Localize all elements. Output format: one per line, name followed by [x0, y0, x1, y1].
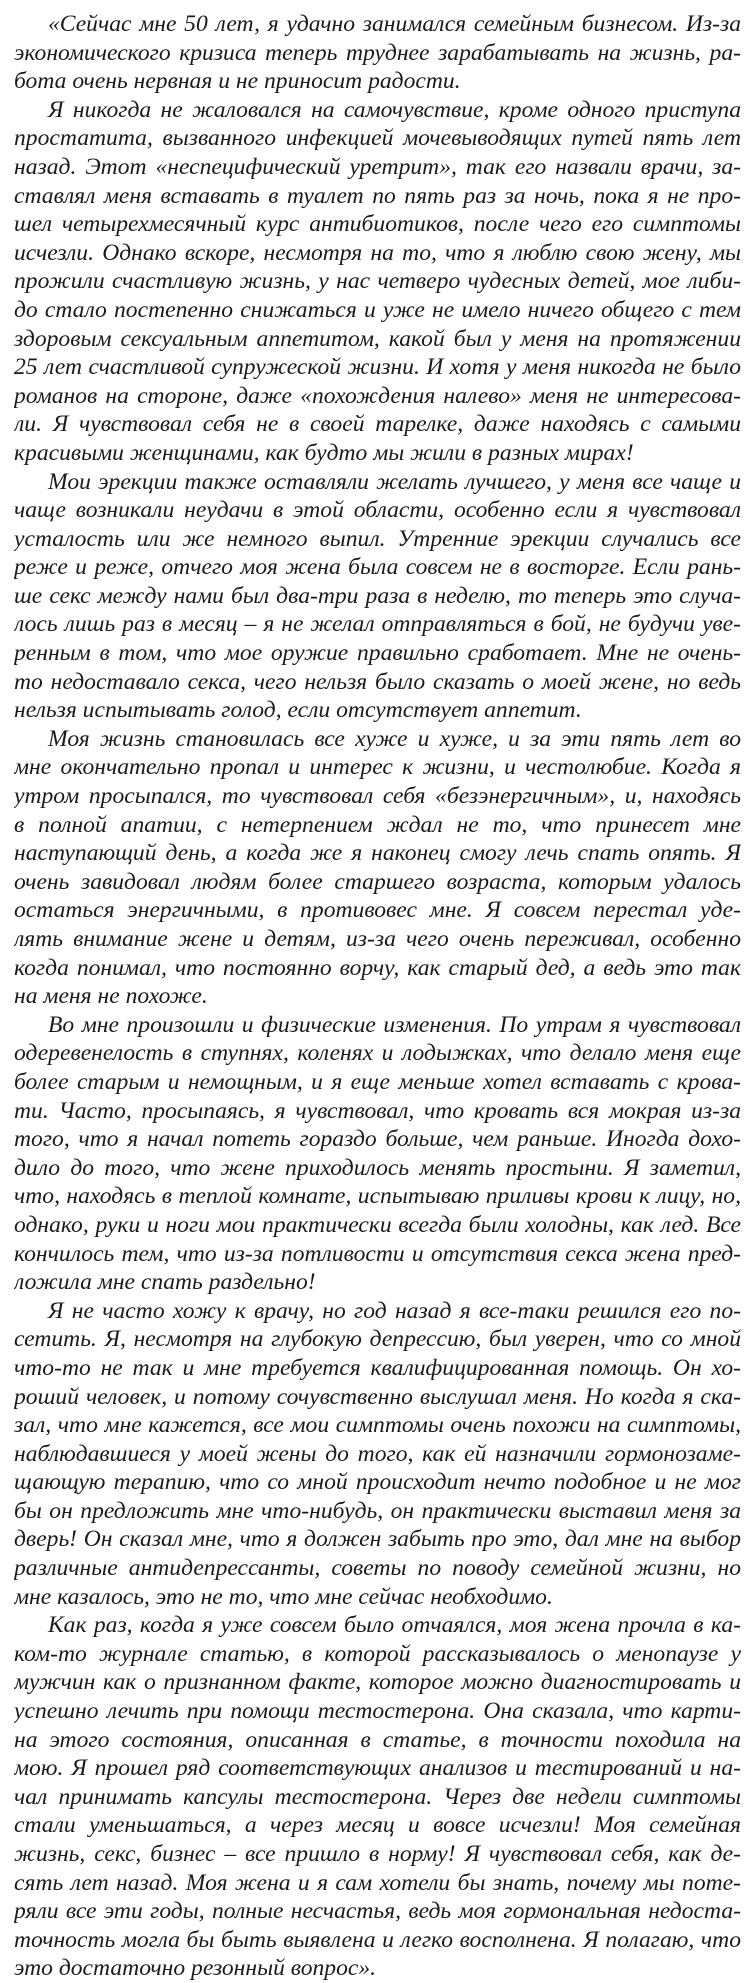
text-line: мою. Я прошел ряд соответствующих анализов и тестирований и на-: [14, 1755, 741, 1782]
text-line: то недоставало секса, чего нельзя было сказать о моей жене, но ведь: [14, 668, 741, 695]
text-line: жизнь, секс, бизнес – все пришло в норму! Я чувствовал себя, как де-: [14, 1841, 741, 1867]
text-line: одеревенелость в ступнях, коленях и лодыжках, что делало меня еще: [14, 1040, 741, 1067]
text-line: ком-то журнале статью, в которой рассказывалось о менопаузе у: [14, 1640, 741, 1667]
text-line: сять лет назад. Моя жена и я сам хотели бы знать, почему мы поте-: [14, 1869, 741, 1896]
document-page: [14, 10, 741, 1983]
text-line: щающую терапию, что со мной происходит нечто подобное и не мог: [14, 1469, 741, 1496]
text-line: сетить. Я, несмотря на глубокую депрессию, был уверен, что со мной: [14, 1326, 741, 1353]
text-line: когда понимал, что постоянно ворчу, как старый дед, а ведь это так: [14, 954, 741, 981]
text-line: романов на стороне, даже «похождения налево» меня не интересова-: [14, 382, 741, 409]
text-line: ренным в том, что мое оружие правильно сработает. Мне не очень-: [14, 640, 741, 667]
text-line: ти. Часто, просыпаясь, я чувствовал, что кровать вся мокрая из-за: [14, 1097, 741, 1124]
text-line: нельзя испытывать голод, если отсутствует аппетит.: [14, 697, 582, 724]
paragraph: [14, 10, 741, 96]
text-line: наступающий день, а когда же я наконец смогу лечь спать опять. Я: [14, 840, 741, 867]
text-line: наблюдавшиеся у моей жены до того, как ей назначили гормонозаме-: [14, 1440, 741, 1467]
text-line: утром просыпался, то чувствовал себя «безэнергичным», и, находясь: [14, 783, 741, 810]
text-line: Мои эрекции также оставляли желать лучшего, у меня все чаще и: [48, 468, 741, 495]
text-line: мне окончательно пропал и интерес к жизни, и честолюбие. Когда я: [14, 754, 741, 781]
text-line: Я не часто хожу к врачу, но год назад я все-таки решился его по-: [48, 1297, 741, 1324]
text-line: бота очень нервная и не приносит радости.: [14, 68, 461, 95]
paragraph: [14, 1011, 741, 1297]
text-line: Я никогда не жаловался на самочувствие, кроме одного приступа: [48, 96, 741, 123]
text-line: ставлял меня вставать в туалет по пять раз за ночь, пока я не про-: [14, 182, 741, 209]
text-line: чаще возникали неудачи в этой области, особенно если я чувствовал: [14, 497, 741, 524]
text-line: в полной апатии, с нетерпением ждал не то, что принесет мне: [14, 811, 741, 838]
paragraph: [14, 96, 741, 468]
text-line: однако, руки и ноги мои практически всегда были холодны, как лед. Все: [14, 1211, 741, 1238]
text-line: на меня не похоже.: [14, 983, 208, 1010]
text-line: что, находясь в теплой комнате, испытываю приливы крови к лицу, но,: [14, 1183, 741, 1210]
text-line: на этого состояния, описанная в статье, в точности походила на: [14, 1726, 741, 1753]
text-line: Моя жизнь становилась все хуже и хуже, и за эти пять лет во: [48, 725, 741, 752]
text-line: дверь! Он сказал мне, что я должен забыть про это, дал мне на выбор: [14, 1526, 741, 1553]
text-line: остаться энергичными, в противовес мне. Я совсем перестал уде-: [14, 897, 741, 924]
text-line: исчезли. Однако вскоре, несмотря на то, что я люблю свою жену, мы: [14, 239, 741, 266]
text-line: Как раз, когда я уже совсем было отчаялся, моя жена прочла в ка-: [48, 1612, 741, 1639]
text-line: прожили счастливую жизнь, у нас четверо чудесных детей, мое либи-: [14, 268, 741, 295]
text-line: мне казалось, это не то, что мне сейчас необходимо.: [14, 1583, 553, 1610]
paragraph: [14, 725, 741, 1011]
text-line: точность могла бы быть выявлена и легко восполнена. Я полагаю, что: [14, 1926, 741, 1953]
text-line: ше секс между нами был два-три раза в неделю, то теперь это случа-: [14, 582, 741, 609]
text-line: дило до того, что жене приходилось менять простыни. Я заметил,: [14, 1154, 741, 1181]
text-line: 25 лет счастливой супружеской жизни. И хотя у меня никогда не было: [14, 354, 741, 381]
text-line: что-то не так и мне требуется квалифицированная помощь. Он хо-: [14, 1354, 741, 1381]
text-line: ли. Я чувствовал себя не в своей тарелке, даже находясь с самыми: [14, 411, 741, 438]
text-line: экономического кризиса теперь труднее зарабатывать на жизнь, ра-: [14, 39, 741, 66]
text-line: «Сейчас мне 50 лет, я удачно занимался семейным бизнесом. Из-за: [48, 11, 741, 37]
text-line: кончилось тем, что из-за потливости и отсутствия секса жена пред-: [14, 1240, 741, 1267]
text-line: ложила мне спать раздельно!: [14, 1269, 316, 1296]
paragraph: [14, 1297, 741, 1612]
paragraph: [14, 468, 741, 725]
text-line: очень завидовал людям более старшего возраста, которым удалось: [14, 868, 741, 895]
text-line: простатита, вызванного инфекцией мочевыводящих путей пять лет: [14, 125, 741, 152]
text-line: мужчин как о признанном факте, которое можно диагностировать и: [14, 1669, 741, 1696]
text-line: стали уменьшаться, а через месяц и вовсе исчезли! Моя семейная: [14, 1812, 741, 1839]
text-line: реже и реже, отчего моя жена была совсем не в восторге. Если рань-: [14, 554, 741, 581]
text-line: более старым и немощным, и я еще меньше хотел вставать с крова-: [14, 1068, 741, 1095]
text-line: назад. Этот «неспецифический уретрит», так его назвали врачи, за-: [14, 153, 741, 180]
text-line: красивыми женщинами, как будто мы жили в разных мирах!: [14, 439, 634, 466]
text-line: ряли все эти годы, полные несчастья, ведь моя гормональная недоста-: [14, 1898, 741, 1925]
text-line: здоровым сексуальным аппетитом, какой был у меня на протяжении: [14, 325, 741, 352]
text-line: роший человек, и потому сочувственно выслушал меня. Но когда я ска-: [14, 1383, 741, 1410]
text-line: того, что я начал потеть гораздо больше, чем раньше. Иногда дохо-: [14, 1126, 741, 1153]
text-line: лось лишь раз в месяц – я не желал отправляться в бой, не будучи уве-: [14, 611, 741, 638]
text-line: шел четырехмесячный курс антибиотиков, после чего его симптомы: [14, 211, 741, 238]
text-line: зал, что мне кажется, все мои симптомы очень похожи на симптомы,: [14, 1412, 741, 1439]
text-line: лять внимание жене и детям, из-за чего очень переживал, особенно: [14, 926, 741, 952]
text-line: чал принимать капсулы тестостерона. Через две недели симптомы: [14, 1783, 741, 1810]
text-line: успешно лечить при помощи тестостерона. Она сказала, что карти-: [14, 1698, 741, 1725]
text-line: это достаточно резонный вопрос».: [14, 1955, 377, 1982]
text-line: бы он предложить мне что-нибудь, он практически выставил меня за: [14, 1497, 741, 1524]
text-line: Во мне произошли и физические изменения. По утрам я чувствовал: [48, 1011, 741, 1038]
paragraph: [14, 1611, 741, 1983]
text-line: усталость или же немного выпил. Утренние эрекции случались все: [14, 525, 741, 552]
text-line: различные антидепрессанты, советы по поводу семейной жизни, но: [14, 1555, 741, 1582]
text-line: до стало постепенно снижаться и уже не имело ничего общего с тем: [14, 296, 741, 323]
